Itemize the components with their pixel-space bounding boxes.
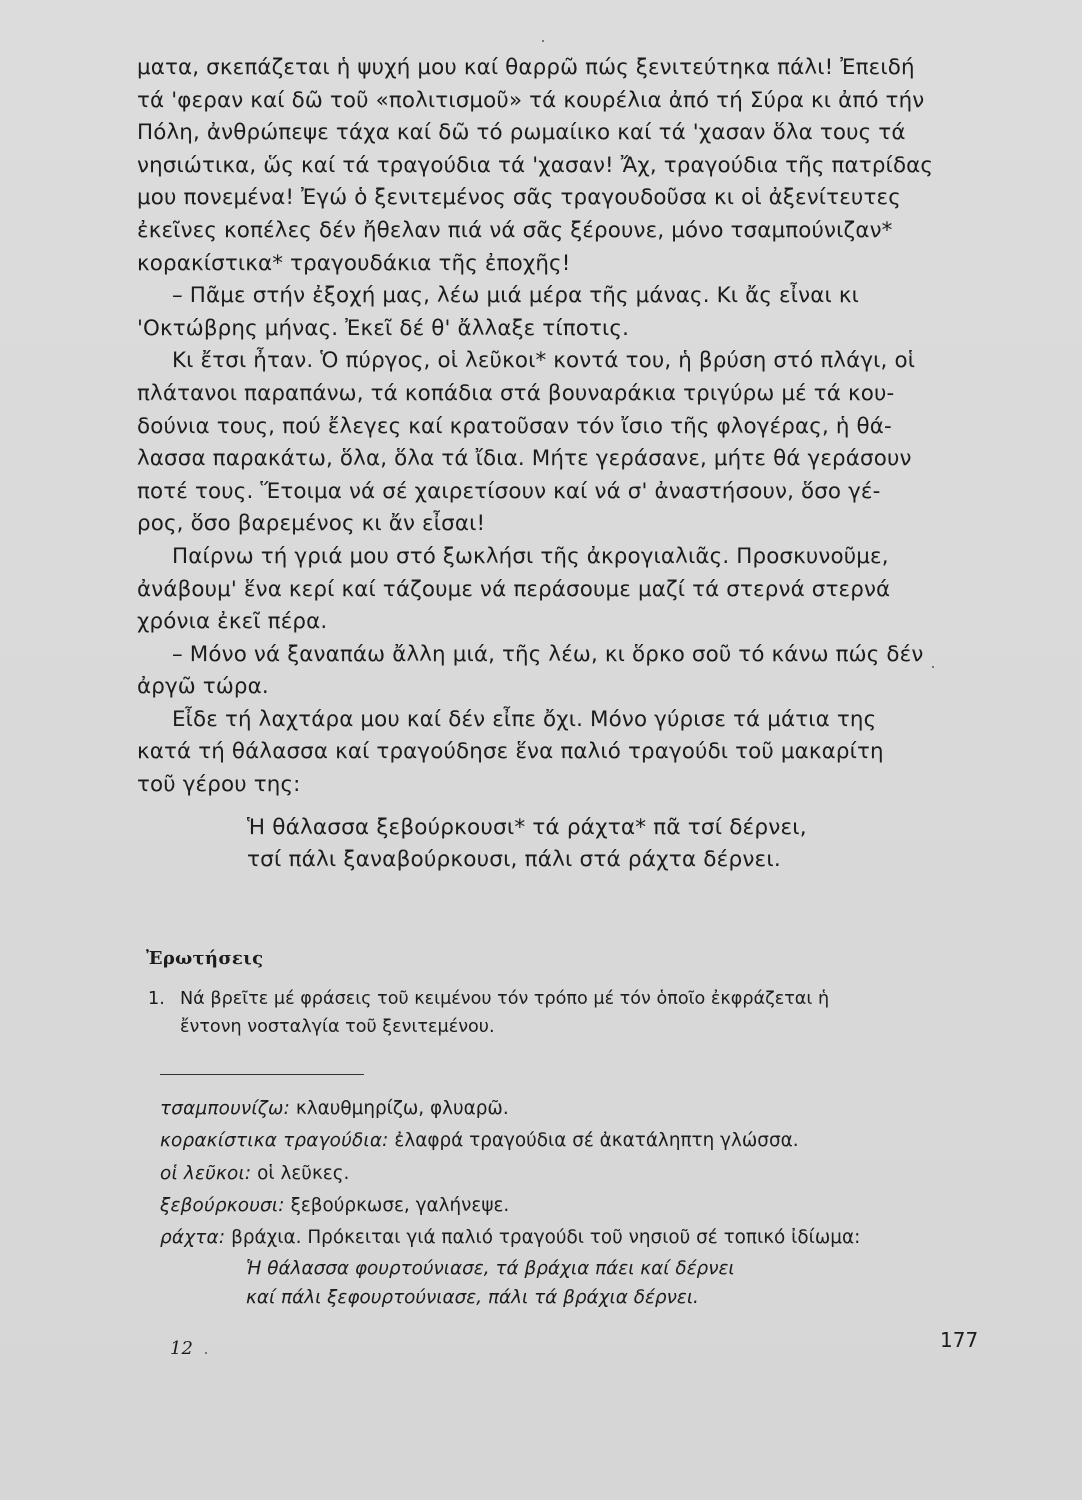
text-line: νησιώτικα, ὥς καί τά τραγούδια τά 'χασαν! Ἄχ, τραγούδια τῆς πατρίδας xyxy=(137,152,934,178)
footnote-verse-line: Ἡ θάλασσα φουρτούνιασε, τά βράχια πάει καί δέρνει xyxy=(246,1258,735,1280)
text-line: κορακίστικα* τραγουδάκια τῆς ἐποχῆς! xyxy=(137,250,571,276)
paper-speck xyxy=(542,40,544,42)
song-verse xyxy=(247,812,887,876)
text-line: – Πᾶμε στήν ἐξοχή μας, λέω μιά μέρα τῆς μάνας. Κι ἄς εἶναι κι xyxy=(172,283,859,309)
text-line: δούνια τους, πού ἔλεγες καί κρατοῦσαν τόν ἴσιο τῆς φλογέρας, ἡ θά- xyxy=(137,413,892,439)
text-line: τοῦ γέρου της: xyxy=(137,772,301,798)
footnote-definition: ἐλαφρά τραγούδια σέ ἀκατάληπτη γλώσσα. xyxy=(394,1130,799,1152)
footnote-term: τσαμπουνίζω: xyxy=(160,1098,291,1119)
text-line: λασσα παρακάτω, ὅλα, ὅλα τά ἴδια. Μήτε γεράσανε, μήτε θά γεράσουν xyxy=(137,446,912,472)
question-text xyxy=(180,985,829,1041)
text-line: ἀνάβουμ' ἕνα κερί καί τάζουμε νά περάσουμε μαζί τά στερνά στερνά xyxy=(137,576,891,602)
text-line: Εἶδε τή λαχτάρα μου καί δέν εἶπε ὄχι. Μόνο γύρισε τά μάτια της xyxy=(172,706,877,732)
footnote xyxy=(160,1190,990,1222)
footnote-definition: κλαυθμηρίζω, φλυαρῶ. xyxy=(295,1098,509,1119)
text-line: ματα, σκεπάζεται ἡ ψυχή μου καί θαρρῶ πώς ξενιτεύτηκα πάλι! Ἐπειδή xyxy=(137,55,915,80)
footnote xyxy=(160,1158,990,1190)
signature-mark: 12 xyxy=(170,1338,193,1359)
page-number: 177 xyxy=(940,1328,979,1352)
footnote-definition: οἱ λεῦκες. xyxy=(257,1162,350,1184)
text-line: κατά τή θάλασσα καί τραγούδησε ἕνα παλιό τραγούδι τοῦ μακαρίτη xyxy=(137,739,884,765)
footnote-term: ράχτα: xyxy=(160,1227,226,1249)
text-line: τά 'φεραν καί δῶ τοῦ «πολιτισμοῦ» τά κουρέλια ἀπό τή Σύρα κι ἀπό τήν xyxy=(137,87,925,113)
question-line: ἔντονη νοσταλγία τοῦ ξενιτεμένου. xyxy=(180,1017,495,1037)
text-line: μου πονεμένα! Ἐγώ ὁ ξενιτεμένος σᾶς τραγουδοῦσα κι οἱ ἀξενίτευτες xyxy=(137,185,901,211)
footnotes xyxy=(160,1093,990,1312)
text-line: ποτέ τους. Ἕτοιμα νά σέ χαιρετίσουν καί νά σ' ἀναστήσουν, ὅσο γέ- xyxy=(137,478,881,504)
text-line: χρόνια ἐκεῖ πέρα. xyxy=(137,609,328,635)
text-line: πλάτανοι παραπάνω, τά κοπάδια στά βουναράκια τριγύρω μέ τά κου- xyxy=(137,380,895,406)
paper-speck xyxy=(932,666,934,668)
footnote xyxy=(160,1222,990,1254)
text-line: – Μόνο νά ξαναπάω ἄλλη μιά, τῆς λέω, κι ὅρκο σοῦ τό κάνω πώς δέν xyxy=(172,641,924,667)
footnote-definition: βράχια. Πρόκειται γιά παλιό τραγούδι τοῦ νησιοῦ σέ τοπικό ἰδίωμα: xyxy=(231,1227,861,1249)
text-line: Κι ἔτσι ἦταν. Ὁ πύργος, οἱ λεῦκοι* κοντά του, ἡ βρύση στό πλάγι, οἱ xyxy=(172,348,916,374)
footnote-verse-line: καί πάλι ξεφουρτούνιασε, πάλι τά βράχια δέρνει. xyxy=(246,1287,699,1309)
footnote-term: ξεβούρκουσι: xyxy=(160,1194,285,1216)
paper-speck xyxy=(205,1352,207,1354)
footnote-divider xyxy=(160,1074,364,1075)
verse-line: τσί πάλι ξαναβούρκουσι, πάλι στά ράχτα δέρνει. xyxy=(247,847,781,872)
verse-line: Ἡ θάλασσα ξεβούρκουσι* τά ράχτα* πᾶ τσί δέρνει, xyxy=(247,815,807,840)
text-line: 'Οκτώβρης μήνας. Ἐκεῖ δέ θ' ἄλλαξε τίποτις. xyxy=(137,315,630,341)
text-line: ρος, ὅσο βαρεμένος κι ἄν εἶσαι! xyxy=(137,511,486,537)
text-line: Παίρνω τή γριά μου στό ξωκλήσι τῆς ἀκρογιαλιᾶς. Προσκυνοῦμε, xyxy=(172,543,889,569)
text-line: Πόλη, ἀνθρώπεψε τάχα καί δῶ τό ρωμαίικο καί τά 'χασαν ὅλα τους τά xyxy=(137,120,906,146)
main-text xyxy=(137,52,967,802)
footnote-term: κορακίστικα τραγούδια: xyxy=(160,1130,389,1152)
question-number: 1. xyxy=(148,989,165,1009)
footnote-definition: ξεβούρκωσε, γαλήνεψε. xyxy=(290,1194,510,1216)
questions-heading: Ἐρωτήσεις xyxy=(146,948,264,969)
footnote xyxy=(160,1093,990,1125)
text-line: ἐκεῖνες κοπέλες δέν ἤθελαν πιά νά σᾶς ξέρουνε, μόνο τσαμπούνιζαν* xyxy=(137,217,893,243)
footnote xyxy=(160,1125,990,1157)
footnote-term: οἱ λεῦκοι: xyxy=(160,1162,252,1184)
text-line: ἀργῶ τώρα. xyxy=(137,674,269,700)
question-line: Νά βρεῖτε μέ φράσεις τοῦ κειμένου τόν τρόπο μέ τόν ὁποῖο ἐκφράζεται ἡ xyxy=(180,989,830,1009)
